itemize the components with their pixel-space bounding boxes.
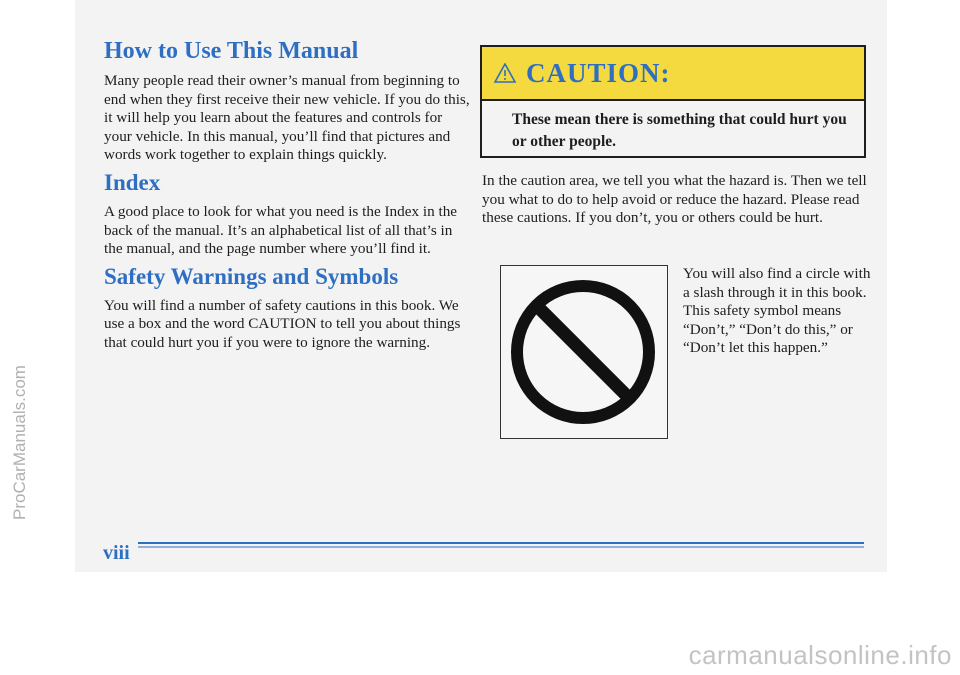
caution-text: These mean there is something that could hurt you or other people. bbox=[512, 111, 847, 150]
intro-paragraph: Many people read their owner’s manual from beginning to end when they first receive their new vehicle. If you do this, it will help you learn about the features and controls for your vehicle. In this manual, you’ll find that pictures and words work together to explain things quickly. bbox=[104, 72, 470, 164]
caution-header bbox=[482, 47, 864, 101]
page-title: How to Use This Manual bbox=[104, 38, 359, 64]
safety-heading: Safety Warnings and Symbols bbox=[104, 263, 399, 289]
safety-symbol-box bbox=[500, 265, 668, 439]
prohibition-icon bbox=[501, 266, 666, 437]
caution-box bbox=[480, 45, 866, 158]
caution-explanation: In the caution area, we tell you what the hazard is. Then we tell you what to do to help avoid or reduce the hazard. Please read these cautions. If you don’t, you or others could be hurt. bbox=[482, 172, 867, 227]
symbol-explanation: You will also find a circle with a slash through it in this book. This safety symbol means “Don’t,” “Don’t do this,” or “Don’t let this happen.” bbox=[683, 265, 871, 357]
footer-rule bbox=[138, 540, 864, 552]
index-heading: Index bbox=[104, 169, 161, 195]
warning-triangle-icon bbox=[494, 63, 516, 83]
page-number: viii bbox=[103, 542, 130, 564]
left-column bbox=[104, 36, 472, 357]
safety-paragraph: You will find a number of safety cautions in this book. We use a box and the word CAUTION to tell you about things that could hurt you if you were to ignore the warning. bbox=[104, 296, 461, 351]
caution-title: CAUTION: bbox=[526, 57, 671, 88]
site-footer-text: carmanualsonline.info bbox=[688, 640, 952, 670]
watermark-strip bbox=[0, 0, 29, 675]
index-paragraph: A good place to look for what you need is the Index in the back of the manual. It’s an alphabetical list of all that’s in the manual, and the page number where you’ll find it. bbox=[104, 202, 458, 258]
watermark-text: ProCarManuals.com bbox=[10, 365, 29, 520]
